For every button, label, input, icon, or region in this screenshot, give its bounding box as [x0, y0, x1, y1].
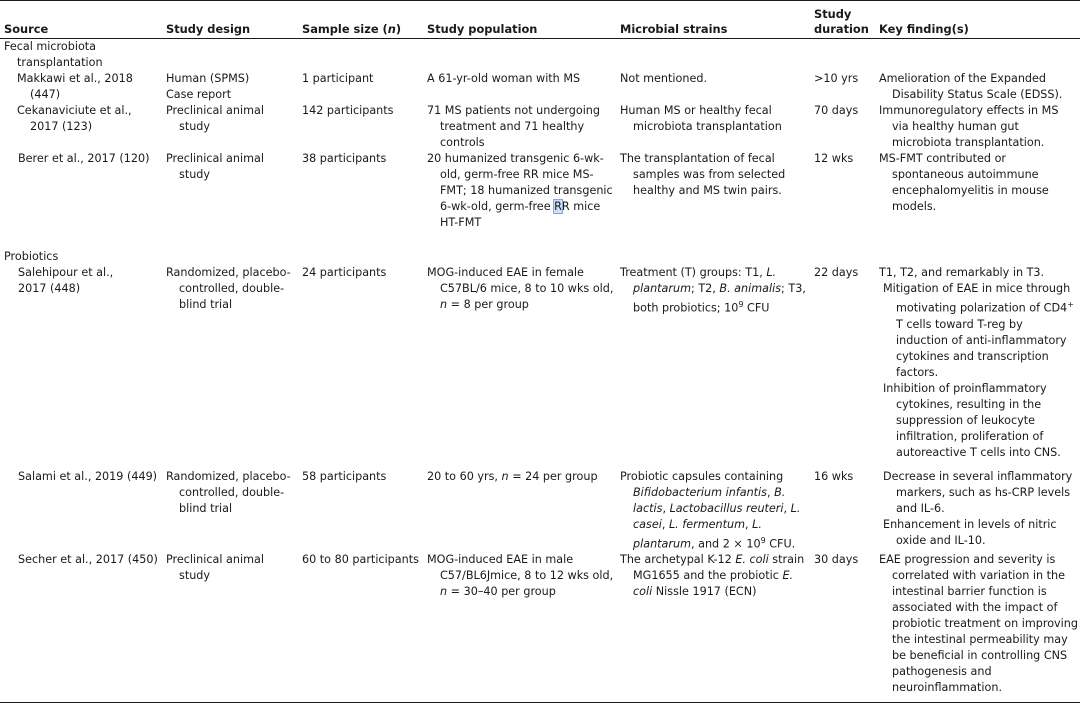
sample-cell: 38 participants [302, 152, 387, 165]
population-text: MOG-induced EAE in male C57/BL6Jmice, 8 to 12 wks old, [427, 553, 614, 583]
population-cell: 71 MS patients not undergoing treatment and 71 healthy controls [427, 104, 600, 149]
species-name: Bifidobacterium infantis [633, 485, 767, 499]
strains-text: , [662, 501, 670, 515]
n-symbol: n [440, 298, 448, 311]
exponent: 9 [738, 300, 744, 309]
design-cell: Randomized, placebo-controlled, double-blind trial [166, 266, 291, 311]
design-cell: Preclinical animal study [166, 104, 264, 133]
finding-item: Decrease in several inflammatory markers, such as hs-CRP levels and IL-6. [883, 469, 1073, 515]
population-text-end: R mice HT-FMT [440, 200, 601, 229]
n-symbol: n [501, 469, 509, 483]
duration-cell: 12 wks [814, 152, 854, 165]
population-cell: A 61-yr-old woman with MS [427, 72, 581, 85]
header-row [0, 1, 1080, 39]
text-selection-highlight[interactable]: R [554, 200, 562, 213]
section-title: Probiotics [4, 250, 59, 263]
table-row [0, 71, 1080, 103]
strains-cell: Human MS or healthy fecal microbiota transplantation [620, 104, 782, 133]
source-cell: Cekanaviciute et al., 2017 (123) [17, 104, 132, 133]
section-row [0, 39, 1080, 72]
strains-text: The archetypal K-12 [620, 553, 736, 567]
population-cell [423, 469, 616, 553]
header-microbial-strains: Microbial strains [616, 1, 810, 39]
population-text: MOG-induced EAE in female C57BL/6 mice, 8 to 10 wks old, [427, 266, 614, 295]
section-title: Fecal microbiota transplantation [4, 40, 103, 69]
strains-text: Probiotic capsules containing [620, 469, 784, 483]
finding-text: Mitigation of EAE in mice through motivating polarization of CD4 [883, 282, 1071, 315]
findings-cell [875, 265, 1080, 461]
sample-cell: 60 to 80 participants [298, 552, 423, 703]
sample-cell: 24 participants [302, 266, 387, 279]
findings-cell: Immunoregulatory effects in MS via healthy human gut microbiota transplantation. [879, 104, 1059, 149]
design-cell: Preclinical animal study [162, 552, 298, 703]
duration-cell: 16 wks [814, 469, 854, 483]
section-row [0, 249, 1080, 265]
table-row [0, 469, 1080, 553]
duration-cell: 22 days [814, 266, 859, 279]
strains-text: , [661, 517, 669, 531]
species-name: B. animalis [719, 282, 782, 295]
sample-cell: 1 participant [302, 72, 374, 85]
species-name: L. plantarum [633, 266, 777, 295]
design-cell: Randomized, placebo-controlled, double-blind trial [166, 469, 291, 515]
finding-item: Enhancement in levels of nitric oxide and IL-10. [883, 517, 1057, 547]
header-key-findings: Key finding(s) [875, 1, 1080, 39]
findings-cell: EAE progression and severity is correlated with variation in the intestinal barrier function is associated with the impact of probiotic treatment on improving the intestinal permeability may be beneficial in controlling CNS pathogenesis and neuroinflammation. [875, 552, 1080, 703]
source-cell: Salehipour et al., 2017 (448) [18, 266, 114, 295]
duration-cell: 70 days [814, 104, 859, 117]
duration-cell: 30 days [810, 552, 875, 703]
population-text: 20 to 60 yrs, [427, 469, 502, 483]
source-cell: Secher et al., 2017 (450) [0, 552, 162, 703]
strains-text: , [744, 517, 753, 531]
header-study-duration: Study duration [810, 1, 875, 39]
strains-text: Nissle 1917 (ECN) [652, 585, 757, 599]
table-row [0, 151, 1080, 231]
source-cell: Makkawi et al., 2018 (447) [17, 72, 133, 101]
finding-item: T1, T2, and remarkably in T3. [879, 266, 1045, 279]
table-row [0, 103, 1080, 151]
source-cell: Berer et al., 2017 (120) [18, 152, 150, 165]
strains-text: ; T2, [691, 282, 720, 295]
population-cell [423, 151, 616, 231]
strains-cell [616, 469, 810, 553]
strains-text: Treatment (T) groups: T1, [620, 266, 767, 279]
superscript: + [1067, 300, 1074, 309]
strains-text: , and 2 × 10 [691, 537, 761, 551]
population-text-end: = 8 per group [447, 298, 529, 311]
n-symbol: n [440, 585, 448, 599]
population-cell [423, 265, 616, 461]
population-text: 20 humanized transgenic 6-wk-old, germ-free RR mice MS-FMT; 18 humanized transgenic 6-wk-old, germ-free [427, 152, 613, 213]
population-cell [423, 552, 616, 703]
header-sample-size: Sample size (n) [298, 1, 423, 39]
table-row [0, 552, 1080, 703]
strains-cell [616, 552, 810, 703]
header-study-population: Study population [423, 1, 616, 39]
header-source: Source [0, 1, 162, 39]
source-cell: Salami et al., 2019 (449) [18, 469, 158, 483]
species-name: L. casei [633, 501, 801, 531]
strains-text: strain MG1655 and the probiotic [633, 553, 805, 583]
species-name: E. coli [735, 553, 769, 567]
population-text-end: = 24 per group [508, 469, 598, 483]
findings-cell: Amelioration of the Expanded Disability Status Scale (EDSS). [879, 72, 1063, 101]
species-name: B. lactis [633, 485, 786, 515]
strains-text: CFU [743, 301, 770, 315]
species-name: L. plantarum [633, 517, 762, 551]
finding-text: T cells toward T-reg by induction of anti-inflammatory cytokines and transcription factors. [896, 317, 1067, 379]
species-name: Lactobacillus reuteri [669, 501, 784, 515]
finding-item [879, 281, 1078, 381]
strains-cell: The transplantation of fecal samples was from selected healthy and MS twin pairs. [620, 152, 786, 197]
exponent: 9 [760, 535, 766, 545]
findings-cell: MS-FMT contributed or spontaneous autoimmune encephalomyelitis in mouse models. [879, 152, 1049, 213]
sample-cell: 58 participants [302, 469, 387, 483]
design-cell: Preclinical animal study [166, 152, 264, 181]
species-name: E. coli [633, 569, 794, 599]
strains-cell [616, 265, 810, 461]
header-study-design: Study design [162, 1, 298, 39]
strains-cell: Not mentioned. [620, 72, 707, 85]
species-name: L. fermentum [668, 517, 745, 531]
strains-text: CFU. [765, 537, 796, 551]
strains-text: , [783, 501, 791, 515]
population-text-end: = 30–40 per group [447, 585, 556, 599]
duration-cell: >10 yrs [814, 72, 859, 85]
strains-text: ; T3, both probiotics; 10 [633, 282, 806, 315]
findings-cell [875, 469, 1080, 553]
finding-item: Inhibition of proinflammatory cytokines, resulting in the suppression of leukocyte infiltration, proliferation of autoreactive T cells into CNS. [883, 381, 1061, 459]
strains-text: , [767, 485, 775, 499]
design-cell: Human (SPMS) Case report [166, 72, 250, 101]
sample-cell: 142 participants [302, 104, 394, 117]
table-row [0, 265, 1080, 461]
